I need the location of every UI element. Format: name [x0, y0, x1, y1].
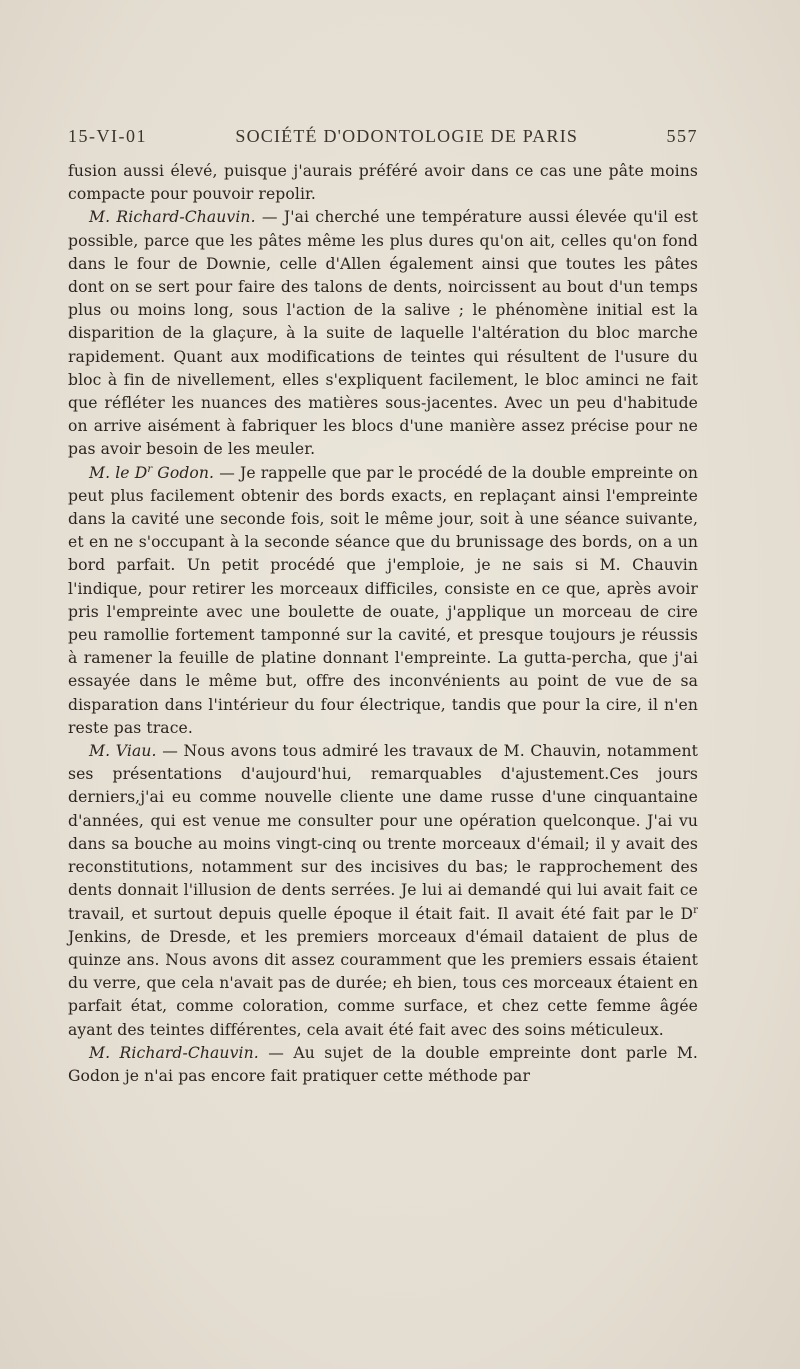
speaker-name-suffix: Godon.: [152, 463, 215, 482]
speaker-name-prefix: M. le D: [89, 463, 148, 482]
speaker-name: M. Richard-Chauvin.: [89, 208, 256, 227]
header-date: 15-VI-01: [68, 126, 147, 146]
paragraph-godon: [68, 462, 698, 740]
paragraph-text: — Je rappelle que par le procédé de la double empreinte on peut plus facilement obtenir des bords exacts, en replaçant ainsi l'empreinte dans la cavité une seconde fois, soit le même jour, soit à une séance suivante, et en ne s'occupant à la seconde séance que du brunissage des bords, on a un bord parfait. Un petit procédé que j'emploie, je ne sais si M. Chauvin l'indique, pour retirer les morceaux difficiles, consiste en ce que, après avoir pris l'empreinte avec une boulette de ouate, j'applique un morceau de cire peu ramollie fortement tamponné sur la cavité, et presque toujours je réussis à ramener la feuille de platine donnant l'empreinte. La gutta-percha, que j'ai essayée dans le même but, offre des inconvénients au point de vue de sa disparation dans l'intérieur du four électrique, tandis que pour la cire, il n'en reste pas trace.: [68, 463, 698, 737]
text-body: [68, 160, 698, 1088]
paragraph-text: — J'ai cherché une température aussi élevée qu'il est possible, parce que les pâtes même les plus dures qu'on ait, celles qu'on fond dans le four de Downie, celle d'Allen également ainsi que toutes les pâtes dont on se sert pour faire des talons de dents, noircissent au bout d'un temps plus ou moins long, sous l'action de la salive ; le phénomène initial est la disparition de la glaçure, à la suite de laquelle l'altération du bloc marche rapidement. Quant aux modifications de teintes qui résultent de l'usure du bloc à fin de nivellement, elles s'expliquent facilement, le bloc aminci ne fait que réfléter les nuances des matières sous-jacentes. Avec un peu d'habitude on arrive aisément à fabriquer les blocs d'une manière assez précise pour ne pas avoir besoin de les meuler.: [68, 208, 698, 459]
paragraph-richard-chauvin-1: [68, 206, 698, 461]
header-journal-title: SOCIÉTÉ D'ODONTOLOGIE DE PARIS: [235, 126, 579, 146]
paragraph-richard-chauvin-2: [68, 1042, 698, 1088]
paragraph-text: — Au sujet de la double empreinte dont parle M. Godon je n'ai pas encore fait pratiquer cette méthode par: [68, 1043, 698, 1085]
doctor-title-superscript: r: [693, 904, 698, 916]
paragraph-text-part-1: — Nous avons tous admiré les travaux de M. Chauvin, notamment ses présentations d'aujourd'hui, remarquables d'ajustement.Ces jours derniers,j'ai eu comme nouvelle cliente une dame russe d'une cinquantaine d'années, qui est venue me consulter pour une opération quelconque. J'ai vu dans sa bouche au moins vingt-cinq ou trente morceaux d'émail; il y avait des reconstitutions, notamment sur des incisives du bas; le rapprochement des dents donnait l'illusion de dents serrées. Je lui ai demandé qui lui avait fait ce travail, et surtout depuis quelle époque il était fait. Il avait été fait par le D: [68, 742, 698, 923]
speaker-name: M. Viau.: [89, 742, 157, 761]
speaker-name: M. Richard-Chauvin.: [89, 1043, 259, 1062]
paragraph-viau: [68, 740, 698, 1042]
header-page-number: 557: [666, 126, 698, 146]
running-header: [68, 126, 698, 156]
book-page: [68, 126, 698, 1088]
paragraph-text-part-2: Jenkins, de Dresde, et les premiers morceaux d'émail dataient de plus de quinze ans. Nous avons dit assez couramment que les premiers essais étaient du verre, que cela n'avait pas de durée; eh bien, tous ces morceaux étaient en parfait état, comme coloration, comme surface, et chez cette femme âgée ayant des teintes différentes, cela avait été fait avec des soins méticuleux.: [68, 927, 698, 1039]
paragraph-continuation: [68, 160, 698, 206]
paragraph-text: fusion aussi élevé, puisque j'aurais préféré avoir dans ce cas une pâte moins compacte pour pouvoir repolir.: [68, 162, 698, 204]
speaker-title-superscript: r: [147, 463, 153, 475]
speaker-name: [89, 464, 214, 482]
